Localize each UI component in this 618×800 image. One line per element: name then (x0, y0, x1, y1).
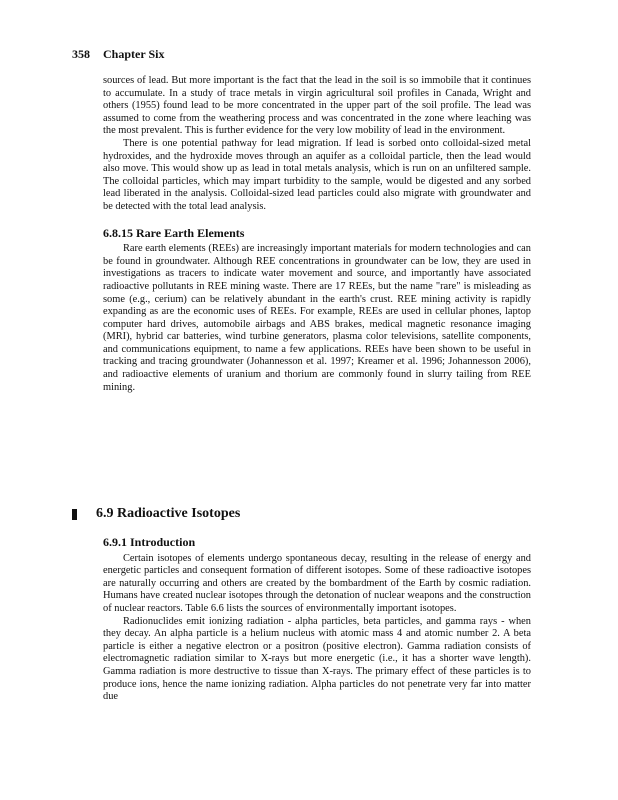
page-number: 358 (72, 47, 90, 61)
subsection-heading-rare-earth: 6.8.15 Rare Earth Elements (103, 225, 245, 240)
lead-paragraph-2: There is one potential pathway for lead migration. If lead is sorbed onto colloidal-sized metal hydroxides, and the hydroxide moves through an aquifer as a colloidal particle, then the lead would also move. This would show up as lead in total metals analysis, which is run on an unfiltered sample. The colloidal particles, which may impart turbidity to the sample, would be digested and any sorbed lead liberated in the analysis. Colloidal-sized lead particles could also migrate with groundwater and be detected with the total lead analysis. (103, 137, 531, 212)
subsection-heading-introduction: 6.9.1 Introduction (103, 535, 196, 549)
introduction-paragraph-2: Radionuclides emit ionizing radiation - alpha particles, beta particles, and gamma rays - when they decay. An alpha particle is a helium nucleus with atomic mass 4 and atomic number 2. A beta particle is either a negative electron or a positron (positive electron). Gamma radiation consists of electromagnetic radiation similar to X-rays but more energetic (i.e., it has a shorter wave length). Gamma radiation is more destructive to tissue than X-rays. The primary effect of these particles is to produce ions, hence the name ionizing radiation. Alpha particles do not penetrate very far into matter due (103, 615, 531, 703)
chapter-title: Chapter Six (103, 47, 165, 61)
section-heading-radioactive: 6.9 Radioactive Isotopes (96, 506, 241, 521)
introduction-paragraph-1: Certain isotopes of elements undergo spontaneous decay, resulting in the release of energy and energetic particles and consequent formation of different isotopes. Some of these radioactive isotopes are naturally occurring and others are created by the bombardment of the Earth by cosmic radiation. Humans have created nuclear isotopes through the detonation of nuclear weapons and the construction of nuclear reactors. Table 6.6 lists the sources of environmentally important isotopes. (103, 552, 531, 614)
rare-earth-paragraph-1: Rare earth elements (REEs) are increasingly important materials for modern technologies and can be found in groundwater. Although REE concentrations in groundwater can be low, they are used in investigations as tracers to indicate water movement and source, and importantly have associated radioactive pollutants in REE mining waste. There are 17 REEs, but the name "rare" is misleading as some (e.g., cerium) can be relatively abundant in the earth's crust. REE mining activity is rapidly expanding as are the economic uses of REEs. For example, REEs are used in cellular phones, laptop computer hard drives, automobile airbags and ABS brakes, medical magnetic resonance imaging (MRI), hybrid car batteries, wind turbine generators, plasma color televisions, satellite components, and communications equipment, to name a few applications. REEs have been shown to be useful in tracking and tracing groundwater (Johannesson et al. 1997; Kreamer et al. 1996; Johannesson 2006), and radioactive elements of uranium and thorium are commonly found in slurry tailing from REE mining. (103, 243, 531, 393)
upper-body (103, 75, 531, 394)
section-marker-icon (72, 509, 77, 520)
lead-paragraph-1: sources of lead. But more important is the fact that the lead in the soil is so immobile that it continues to accumulate. In a study of trace metals in virgin agricultural soil profiles in Canada, Wright and others (1955) found lead to be more concentrated in the upper part of the soil profile. The lead was assumed to come from the weathering process and was concentrated in the zone where leaching was the most prevalent. This is further evidence for the very low mobility of lead in the environment. (103, 75, 531, 137)
page-header (72, 47, 164, 62)
lower-body (103, 536, 531, 704)
